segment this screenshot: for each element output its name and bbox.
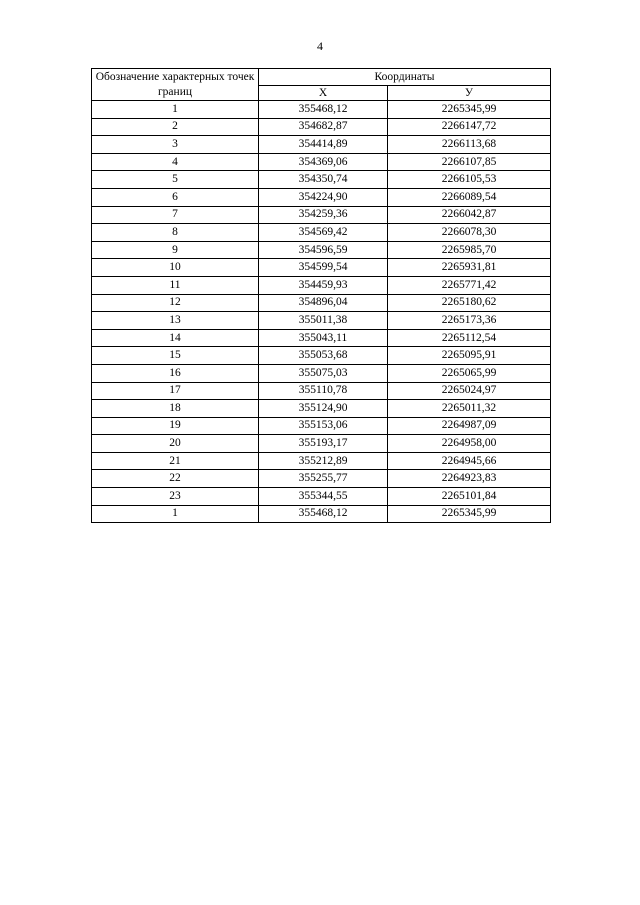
point-cell: 11 (92, 276, 259, 294)
point-cell: 4 (92, 153, 259, 171)
point-cell: 20 (92, 435, 259, 453)
y-coordinate-cell: 2265180,62 (388, 294, 551, 312)
y-coordinate-cell: 2266078,30 (388, 224, 551, 242)
x-coordinate-cell: 355011,38 (259, 312, 388, 330)
x-coordinate-cell: 355468,12 (259, 101, 388, 119)
y-coordinate-cell: 2265985,70 (388, 241, 551, 259)
x-coordinate-cell: 354599,54 (259, 259, 388, 277)
y-coordinate-cell: 2265173,36 (388, 312, 551, 330)
y-coordinate-cell: 2264987,09 (388, 417, 551, 435)
table-row (92, 505, 551, 523)
table-row (92, 153, 551, 171)
x-coordinate-cell: 355255,77 (259, 470, 388, 488)
x-coordinate-cell: 354682,87 (259, 118, 388, 136)
table-row (92, 347, 551, 365)
table-row (92, 188, 551, 206)
y-coordinate-cell: 2265011,32 (388, 400, 551, 418)
table-row (92, 382, 551, 400)
point-cell: 13 (92, 312, 259, 330)
point-cell: 15 (92, 347, 259, 365)
point-cell: 1 (92, 101, 259, 119)
point-cell: 5 (92, 171, 259, 189)
point-cell: 17 (92, 382, 259, 400)
point-cell: 23 (92, 488, 259, 506)
y-coordinate-cell: 2266113,68 (388, 136, 551, 154)
y-coordinate-cell: 2266089,54 (388, 188, 551, 206)
y-coordinate-cell: 2265095,91 (388, 347, 551, 365)
x-coordinate-cell: 354259,36 (259, 206, 388, 224)
y-coordinate-cell: 2265112,54 (388, 329, 551, 347)
point-cell: 10 (92, 259, 259, 277)
table-row (92, 400, 551, 418)
y-coordinate-cell: 2266105,53 (388, 171, 551, 189)
y-coordinate-cell: 2265771,42 (388, 276, 551, 294)
table-row (92, 136, 551, 154)
x-coordinate-cell: 354459,93 (259, 276, 388, 294)
point-cell: 2 (92, 118, 259, 136)
x-coordinate-cell: 355043,11 (259, 329, 388, 347)
table-row (92, 488, 551, 506)
y-coordinate-cell: 2264958,00 (388, 435, 551, 453)
x-coordinate-cell: 355153,06 (259, 417, 388, 435)
x-coordinate-cell: 354350,74 (259, 171, 388, 189)
x-coordinate-cell: 355193,17 (259, 435, 388, 453)
y-coordinate-cell: 2264923,83 (388, 470, 551, 488)
table-row (92, 470, 551, 488)
table-row (92, 294, 551, 312)
x-coordinate-cell: 354369,06 (259, 153, 388, 171)
x-coordinate-cell: 354414,89 (259, 136, 388, 154)
point-cell: 22 (92, 470, 259, 488)
table-row (92, 417, 551, 435)
table-row (92, 452, 551, 470)
x-coordinate-cell: 354896,04 (259, 294, 388, 312)
page-number: 4 (317, 39, 323, 53)
table-row (92, 259, 551, 277)
y-coordinate-cell: 2265345,99 (388, 505, 551, 523)
table-header (92, 69, 551, 101)
x-coordinate-cell: 354596,59 (259, 241, 388, 259)
coordinates-table (91, 68, 551, 523)
point-cell: 1 (92, 505, 259, 523)
point-cell: 6 (92, 188, 259, 206)
table-row (92, 241, 551, 259)
x-coordinate-cell: 355344,55 (259, 488, 388, 506)
point-cell: 18 (92, 400, 259, 418)
point-cell: 8 (92, 224, 259, 242)
y-column-header: У (388, 86, 551, 101)
table-row (92, 329, 551, 347)
y-coordinate-cell: 2265024,97 (388, 382, 551, 400)
point-cell: 21 (92, 452, 259, 470)
table-row (92, 364, 551, 382)
table-row (92, 224, 551, 242)
point-cell: 3 (92, 136, 259, 154)
y-coordinate-cell: 2265345,99 (388, 101, 551, 119)
y-coordinate-cell: 2266147,72 (388, 118, 551, 136)
x-coordinate-cell: 355124,90 (259, 400, 388, 418)
table-body (92, 101, 551, 523)
y-coordinate-cell: 2264945,66 (388, 452, 551, 470)
x-coordinate-cell: 355075,03 (259, 364, 388, 382)
table-row (92, 118, 551, 136)
point-cell: 12 (92, 294, 259, 312)
y-coordinate-cell: 2266042,87 (388, 206, 551, 224)
table-row (92, 101, 551, 119)
y-coordinate-cell: 2265065,99 (388, 364, 551, 382)
x-coordinate-cell: 354224,90 (259, 188, 388, 206)
table-row (92, 312, 551, 330)
y-coordinate-cell: 2265931,81 (388, 259, 551, 277)
x-coordinate-cell: 355053,68 (259, 347, 388, 365)
table-row (92, 435, 551, 453)
table-row (92, 171, 551, 189)
y-coordinate-cell: 2266107,85 (388, 153, 551, 171)
x-coordinate-cell: 355110,78 (259, 382, 388, 400)
x-coordinate-cell: 355212,89 (259, 452, 388, 470)
point-cell: 14 (92, 329, 259, 347)
point-cell: 9 (92, 241, 259, 259)
x-column-header: X (259, 86, 388, 101)
table-row (92, 206, 551, 224)
point-cell: 7 (92, 206, 259, 224)
x-coordinate-cell: 354569,42 (259, 224, 388, 242)
x-coordinate-cell: 355468,12 (259, 505, 388, 523)
coordinates-column-header: Координаты (259, 69, 551, 86)
point-column-header: Обозначение характерных точек границ (92, 69, 259, 101)
point-cell: 16 (92, 364, 259, 382)
table-row (92, 276, 551, 294)
point-cell: 19 (92, 417, 259, 435)
y-coordinate-cell: 2265101,84 (388, 488, 551, 506)
